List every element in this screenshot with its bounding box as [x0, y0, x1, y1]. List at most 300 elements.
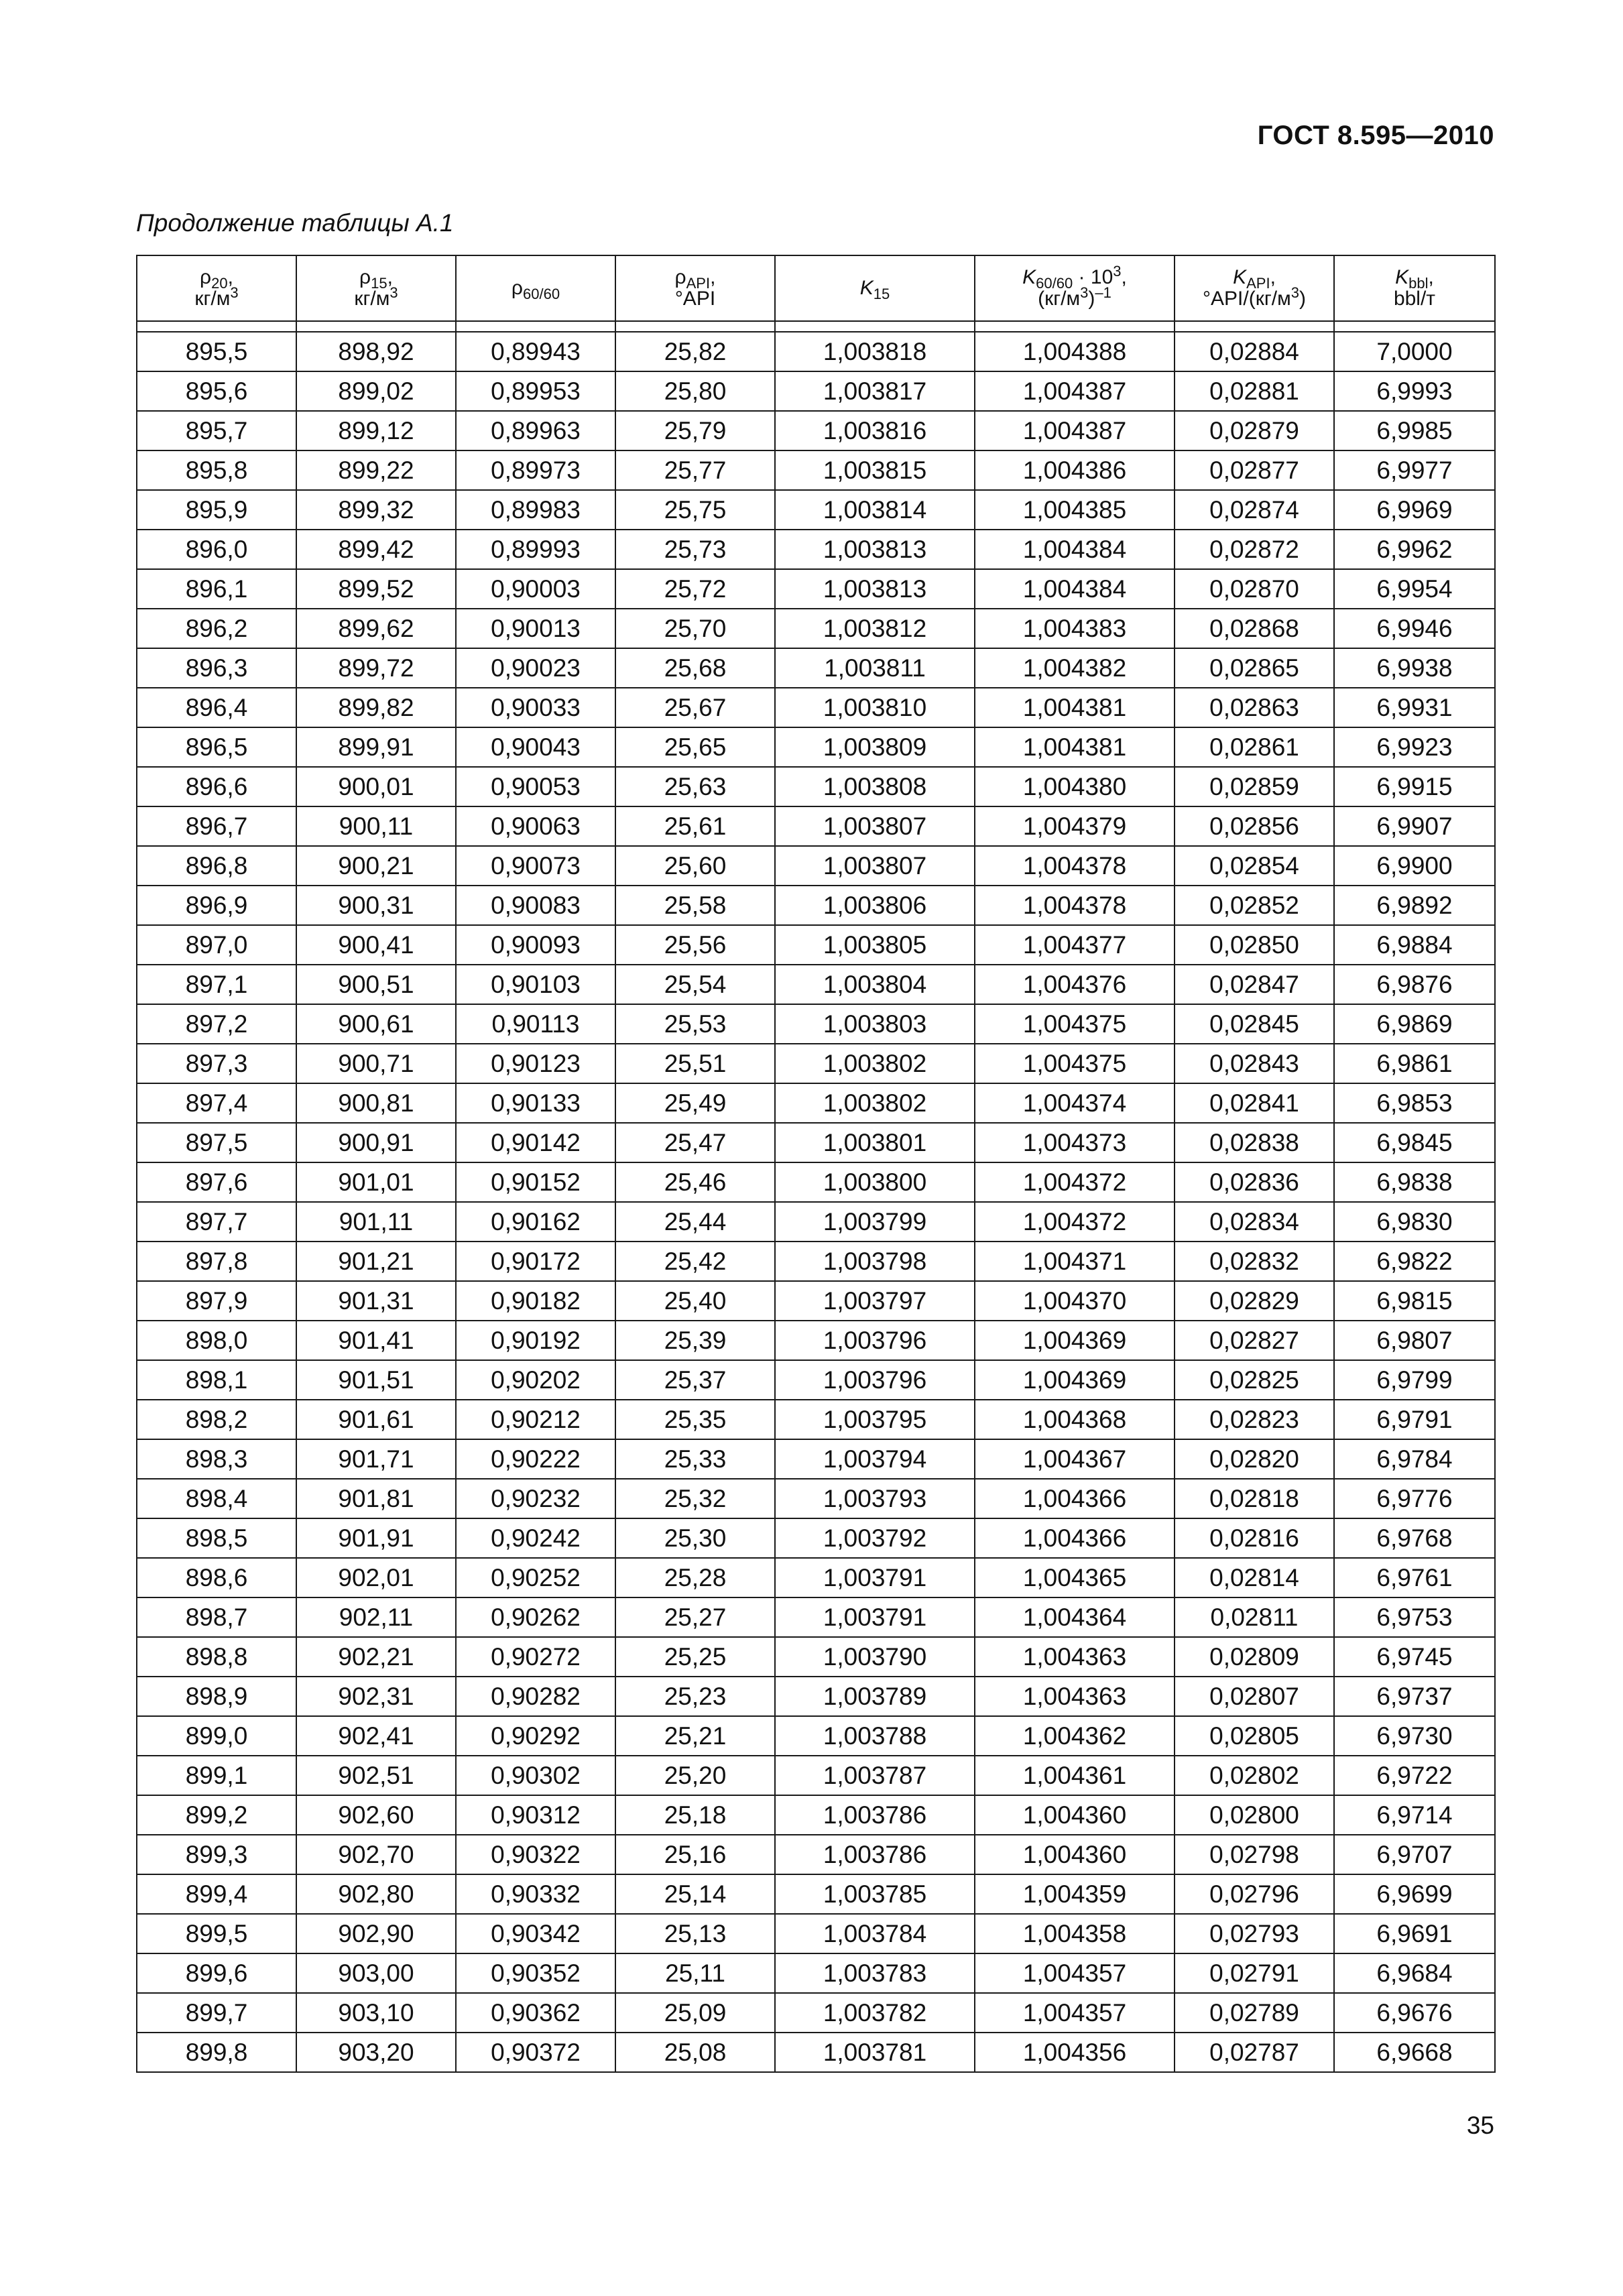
table-cell: 898,7 — [137, 1597, 296, 1637]
table-cell: 6,9938 — [1334, 648, 1495, 688]
table-cell: 1,004363 — [975, 1677, 1175, 1716]
table-cell: 1,003817 — [775, 371, 975, 411]
table-cell: 901,91 — [296, 1518, 456, 1558]
table-cell: 1,003800 — [775, 1162, 975, 1202]
table-cell: 0,02884 — [1175, 332, 1334, 371]
table-cell: 0,02791 — [1175, 1953, 1334, 1993]
table-cell: 1,004372 — [975, 1202, 1175, 1242]
table-cell: 0,02836 — [1175, 1162, 1334, 1202]
table-cell: 0,90182 — [456, 1281, 615, 1321]
table-cell: 6,9993 — [1334, 371, 1495, 411]
table-cell: 0,90103 — [456, 965, 615, 1004]
table-cell: 897,8 — [137, 1242, 296, 1281]
table-cell: 902,11 — [296, 1597, 456, 1637]
table-cell: 0,02852 — [1175, 886, 1334, 925]
table-cell: 6,9861 — [1334, 1044, 1495, 1083]
table-row — [137, 490, 1495, 530]
table-cell: 6,9907 — [1334, 806, 1495, 846]
table-cell: 1,004374 — [975, 1083, 1175, 1123]
table-cell: 899,2 — [137, 1795, 296, 1835]
table-cell: 25,27 — [615, 1597, 775, 1637]
table-cell: 1,003783 — [775, 1953, 975, 1993]
table-cell: 1,004377 — [975, 925, 1175, 965]
table-cell: 896,9 — [137, 886, 296, 925]
table-cell: 6,9745 — [1334, 1637, 1495, 1677]
table-cell: 901,01 — [296, 1162, 456, 1202]
table-cell: 1,003788 — [775, 1716, 975, 1756]
table-cell: 897,1 — [137, 965, 296, 1004]
table-cell: 0,02870 — [1175, 569, 1334, 609]
table-row — [137, 1281, 1495, 1321]
table-cell: 1,004384 — [975, 569, 1175, 609]
table-cell: 897,6 — [137, 1162, 296, 1202]
table-cell: 899,5 — [137, 1914, 296, 1953]
table-cell: 6,9768 — [1334, 1518, 1495, 1558]
table-cell: 0,02814 — [1175, 1558, 1334, 1597]
table-cell: 25,73 — [615, 530, 775, 569]
table-cell: 1,004370 — [975, 1281, 1175, 1321]
table-cell: 1,003813 — [775, 569, 975, 609]
table-cell: 899,3 — [137, 1835, 296, 1874]
table-cell: 1,004359 — [975, 1874, 1175, 1914]
table-row — [137, 688, 1495, 727]
table-cell: 25,75 — [615, 490, 775, 530]
table-cell: 897,7 — [137, 1202, 296, 1242]
table-cell: 1,004373 — [975, 1123, 1175, 1162]
table-cell: 1,004380 — [975, 767, 1175, 806]
table-row — [137, 1321, 1495, 1360]
table-cell: 896,0 — [137, 530, 296, 569]
table-cell: 0,02834 — [1175, 1202, 1334, 1242]
table-cell: 1,003803 — [775, 1004, 975, 1044]
table-row — [137, 648, 1495, 688]
table-cell: 25,72 — [615, 569, 775, 609]
table-cell: 1,003794 — [775, 1439, 975, 1479]
table-cell: 0,02850 — [1175, 925, 1334, 965]
table-cell: 1,003811 — [775, 648, 975, 688]
table-cell: 901,71 — [296, 1439, 456, 1479]
table-cell: 25,82 — [615, 332, 775, 371]
table-cell: 899,42 — [296, 530, 456, 569]
table-cell: 0,02796 — [1175, 1874, 1334, 1914]
table-cell: 1,004378 — [975, 886, 1175, 925]
table-cell: 896,1 — [137, 569, 296, 609]
table-row — [137, 569, 1495, 609]
header-k-bbl: $K_{bbl}$, bbl/т — [1334, 255, 1495, 321]
table-cell: 25,23 — [615, 1677, 775, 1716]
table-cell: 1,004387 — [975, 411, 1175, 450]
table-cell: 25,67 — [615, 688, 775, 727]
table-row — [137, 925, 1495, 965]
table-cell: 6,9676 — [1334, 1993, 1495, 2033]
table-cell: 1,004366 — [975, 1479, 1175, 1518]
table-cell: 0,02829 — [1175, 1281, 1334, 1321]
table-cell: 902,90 — [296, 1914, 456, 1953]
table-cell: 25,80 — [615, 371, 775, 411]
table-cell: 0,02823 — [1175, 1400, 1334, 1439]
table-cell: 901,51 — [296, 1360, 456, 1400]
table-cell: 901,11 — [296, 1202, 456, 1242]
table-cell: 0,02800 — [1175, 1795, 1334, 1835]
table-cell: 900,61 — [296, 1004, 456, 1044]
table-cell: 0,02825 — [1175, 1360, 1334, 1400]
table-row — [137, 609, 1495, 648]
table-row — [137, 727, 1495, 767]
table-row — [137, 332, 1495, 371]
table-cell: 899,8 — [137, 2033, 296, 2072]
table-cell: 0,02847 — [1175, 965, 1334, 1004]
table-cell: 6,9876 — [1334, 965, 1495, 1004]
table-cell: 7,0000 — [1334, 332, 1495, 371]
table-cell: 897,0 — [137, 925, 296, 965]
table-cell: 6,9799 — [1334, 1360, 1495, 1400]
table-cell: 0,90312 — [456, 1795, 615, 1835]
table-cell: 1,004366 — [975, 1518, 1175, 1558]
table-cell: 25,11 — [615, 1953, 775, 1993]
table-cell: 1,004382 — [975, 648, 1175, 688]
table-row — [137, 1874, 1495, 1914]
table-cell: 0,02816 — [1175, 1518, 1334, 1558]
table-caption: Продолжение таблицы А.1 — [136, 209, 454, 237]
table-row — [137, 1677, 1495, 1716]
table-cell: 1,003789 — [775, 1677, 975, 1716]
table-row — [137, 1953, 1495, 1993]
table-cell: 0,02854 — [1175, 846, 1334, 886]
table-row — [137, 1835, 1495, 1874]
table-cell: 0,90302 — [456, 1756, 615, 1795]
table-cell: 25,70 — [615, 609, 775, 648]
table-cell: 899,91 — [296, 727, 456, 767]
table-cell: 901,31 — [296, 1281, 456, 1321]
table-cell: 25,44 — [615, 1202, 775, 1242]
header-spacer-row — [137, 321, 1495, 332]
table-cell: 1,003802 — [775, 1044, 975, 1083]
table-row — [137, 1914, 1495, 1953]
table-cell: 0,90162 — [456, 1202, 615, 1242]
table-cell: 1,004369 — [975, 1360, 1175, 1400]
table-cell: 898,8 — [137, 1637, 296, 1677]
header-rho6060: $\rho_{60/60}$ — [456, 255, 615, 321]
table-cell: 899,22 — [296, 450, 456, 490]
table-cell: 0,90142 — [456, 1123, 615, 1162]
table-cell: 25,20 — [615, 1756, 775, 1795]
table-cell: 0,02872 — [1175, 530, 1334, 569]
table-cell: 0,89943 — [456, 332, 615, 371]
table-cell: 897,5 — [137, 1123, 296, 1162]
table-cell: 902,01 — [296, 1558, 456, 1597]
table-cell: 6,9722 — [1334, 1756, 1495, 1795]
table-cell: 898,0 — [137, 1321, 296, 1360]
table-cell: 6,9954 — [1334, 569, 1495, 609]
table-cell: 6,9815 — [1334, 1281, 1495, 1321]
table-cell: 902,70 — [296, 1835, 456, 1874]
table-cell: 1,003791 — [775, 1597, 975, 1637]
table-cell: 896,5 — [137, 727, 296, 767]
table-cell: 25,16 — [615, 1835, 775, 1874]
table-cell: 0,02861 — [1175, 727, 1334, 767]
table-cell: 0,90342 — [456, 1914, 615, 1953]
table-cell: 1,004357 — [975, 1993, 1175, 2033]
table-cell: 902,21 — [296, 1637, 456, 1677]
table-cell: 25,65 — [615, 727, 775, 767]
header-row — [137, 255, 1495, 321]
table-cell: 895,7 — [137, 411, 296, 450]
table-cell: 1,004361 — [975, 1756, 1175, 1795]
table-cell: 900,91 — [296, 1123, 456, 1162]
table-cell: 899,32 — [296, 490, 456, 530]
table-cell: 899,0 — [137, 1716, 296, 1756]
table-cell: 897,2 — [137, 1004, 296, 1044]
table-cell: 0,90063 — [456, 806, 615, 846]
document-number: ГОСТ 8.595—2010 — [1257, 121, 1494, 150]
table-row — [137, 1242, 1495, 1281]
table-cell: 25,58 — [615, 886, 775, 925]
table-row — [137, 1756, 1495, 1795]
table-cell: 6,9830 — [1334, 1202, 1495, 1242]
table-cell: 0,02820 — [1175, 1439, 1334, 1479]
table-row — [137, 1637, 1495, 1677]
table-cell: 899,62 — [296, 609, 456, 648]
table-cell: 1,003815 — [775, 450, 975, 490]
table-cell: 899,72 — [296, 648, 456, 688]
table-cell: 25,79 — [615, 411, 775, 450]
table-row — [137, 1360, 1495, 1400]
table-cell: 1,004386 — [975, 450, 1175, 490]
table-cell: 902,41 — [296, 1716, 456, 1756]
table-cell: 6,9699 — [1334, 1874, 1495, 1914]
table-cell: 6,9962 — [1334, 530, 1495, 569]
table-cell: 6,9753 — [1334, 1597, 1495, 1637]
table-cell: 1,003805 — [775, 925, 975, 965]
table-cell: 1,004363 — [975, 1637, 1175, 1677]
table-cell: 6,9946 — [1334, 609, 1495, 648]
table-cell: 0,02798 — [1175, 1835, 1334, 1874]
table-row — [137, 1993, 1495, 2033]
table-cell: 0,90083 — [456, 886, 615, 925]
table-cell: 1,003798 — [775, 1242, 975, 1281]
table-row — [137, 1004, 1495, 1044]
table-cell: 902,31 — [296, 1677, 456, 1716]
table-cell: 1,003812 — [775, 609, 975, 648]
table-cell: 0,90212 — [456, 1400, 615, 1439]
table-cell: 6,9668 — [1334, 2033, 1495, 2072]
table-cell: 6,9791 — [1334, 1400, 1495, 1439]
table-row — [137, 1439, 1495, 1479]
header-rho15: $\rho_{15}$, $кг/м^3$ — [296, 255, 456, 321]
table-cell: 0,02859 — [1175, 767, 1334, 806]
table-cell: 0,90123 — [456, 1044, 615, 1083]
table-cell: 895,5 — [137, 332, 296, 371]
table-cell: 900,31 — [296, 886, 456, 925]
table-cell: 0,02881 — [1175, 371, 1334, 411]
table-cell: 902,51 — [296, 1756, 456, 1795]
table-cell: 0,02845 — [1175, 1004, 1334, 1044]
table-cell: 1,004378 — [975, 846, 1175, 886]
table-cell: 899,7 — [137, 1993, 296, 2033]
table-cell: 898,9 — [137, 1677, 296, 1716]
table-cell: 0,02832 — [1175, 1242, 1334, 1281]
table-row — [137, 371, 1495, 411]
table-row — [137, 1479, 1495, 1518]
table-cell: 899,12 — [296, 411, 456, 450]
table-cell: 1,004371 — [975, 1242, 1175, 1281]
table-row — [137, 1795, 1495, 1835]
table-cell: 0,90372 — [456, 2033, 615, 2072]
table-cell: 6,9776 — [1334, 1479, 1495, 1518]
table-cell: 6,9822 — [1334, 1242, 1495, 1281]
table-cell: 0,90242 — [456, 1518, 615, 1558]
table-cell: 1,003802 — [775, 1083, 975, 1123]
table-cell: 25,39 — [615, 1321, 775, 1360]
table-cell: 900,01 — [296, 767, 456, 806]
table-cell: 25,68 — [615, 648, 775, 688]
table-cell: 1,003782 — [775, 1993, 975, 2033]
table-cell: 0,02843 — [1175, 1044, 1334, 1083]
table-cell: 1,003797 — [775, 1281, 975, 1321]
table-cell: 899,1 — [137, 1756, 296, 1795]
table-cell: 899,82 — [296, 688, 456, 727]
table-cell: 6,9884 — [1334, 925, 1495, 965]
table-cell: 25,13 — [615, 1914, 775, 1953]
table-body — [137, 332, 1495, 2072]
table-cell: 0,02838 — [1175, 1123, 1334, 1162]
table-cell: 899,02 — [296, 371, 456, 411]
table-cell: 25,61 — [615, 806, 775, 846]
table-cell: 897,3 — [137, 1044, 296, 1083]
table-cell: 0,02879 — [1175, 411, 1334, 450]
table-cell: 898,4 — [137, 1479, 296, 1518]
table-cell: 0,90332 — [456, 1874, 615, 1914]
table-cell: 0,90322 — [456, 1835, 615, 1874]
header-rho-api: $\rho_{API}$, °API — [615, 255, 775, 321]
table-cell: 0,90023 — [456, 648, 615, 688]
table-cell: 896,7 — [137, 806, 296, 846]
header-k6060: $K_{60/60} \cdot 10^3$, $(кг/м^3)^{-1}$ — [975, 255, 1175, 321]
table-cell: 1,003806 — [775, 886, 975, 925]
table-cell: 1,003785 — [775, 1874, 975, 1914]
table-cell: 0,90262 — [456, 1597, 615, 1637]
table-cell: 6,9931 — [1334, 688, 1495, 727]
table-cell: 6,9915 — [1334, 767, 1495, 806]
table-cell: 903,20 — [296, 2033, 456, 2072]
header-k-api: $K_{API}$, $^\circ API/(кг/м^3)$ — [1175, 255, 1334, 321]
table-cell: 1,004383 — [975, 609, 1175, 648]
table-cell: 0,02865 — [1175, 648, 1334, 688]
table-cell: 25,14 — [615, 1874, 775, 1914]
table-cell: 1,003796 — [775, 1360, 975, 1400]
table-cell: 0,02874 — [1175, 490, 1334, 530]
table-cell: 25,25 — [615, 1637, 775, 1677]
table-cell: 901,41 — [296, 1321, 456, 1360]
table-row — [137, 1044, 1495, 1083]
table-cell: 898,2 — [137, 1400, 296, 1439]
table-cell: 25,32 — [615, 1479, 775, 1518]
table-row — [137, 767, 1495, 806]
table-cell: 0,90003 — [456, 569, 615, 609]
table-cell: 1,003792 — [775, 1518, 975, 1558]
table-cell: 898,1 — [137, 1360, 296, 1400]
table-cell: 0,02793 — [1175, 1914, 1334, 1953]
table-cell: 6,9691 — [1334, 1914, 1495, 1953]
table-cell: 1,004372 — [975, 1162, 1175, 1202]
table-cell: 0,89993 — [456, 530, 615, 569]
table-cell: 6,9977 — [1334, 450, 1495, 490]
table-cell: 1,003810 — [775, 688, 975, 727]
table-cell: 0,02809 — [1175, 1637, 1334, 1677]
table-cell: 1,004362 — [975, 1716, 1175, 1756]
table-cell: 1,003809 — [775, 727, 975, 767]
table-row — [137, 530, 1495, 569]
table-cell: 0,02827 — [1175, 1321, 1334, 1360]
table-cell: 898,5 — [137, 1518, 296, 1558]
table-row — [137, 886, 1495, 925]
table-cell: 1,003793 — [775, 1479, 975, 1518]
table-cell: 900,71 — [296, 1044, 456, 1083]
table-cell: 902,60 — [296, 1795, 456, 1835]
table-cell: 903,00 — [296, 1953, 456, 1993]
table-cell: 25,28 — [615, 1558, 775, 1597]
table-cell: 0,90352 — [456, 1953, 615, 1993]
table-row — [137, 1202, 1495, 1242]
table-cell: 1,003787 — [775, 1756, 975, 1795]
data-table — [136, 255, 1496, 2073]
table-cell: 25,33 — [615, 1439, 775, 1479]
table-cell: 0,90073 — [456, 846, 615, 886]
table-cell: 6,9845 — [1334, 1123, 1495, 1162]
table-cell: 25,30 — [615, 1518, 775, 1558]
table-cell: 900,11 — [296, 806, 456, 846]
table-cell: 0,02856 — [1175, 806, 1334, 846]
table-cell: 1,004368 — [975, 1400, 1175, 1439]
table-cell: 0,02863 — [1175, 688, 1334, 727]
table-cell: 25,56 — [615, 925, 775, 965]
table-cell: 896,4 — [137, 688, 296, 727]
table-cell: 901,61 — [296, 1400, 456, 1439]
table-cell: 0,89963 — [456, 411, 615, 450]
table-cell: 25,54 — [615, 965, 775, 1004]
table-cell: 25,63 — [615, 767, 775, 806]
header-rho20: $\rho_{20}$, $кг/м^3$ — [137, 255, 296, 321]
table-cell: 1,004365 — [975, 1558, 1175, 1597]
table-cell: 0,02805 — [1175, 1716, 1334, 1756]
table-cell: 899,52 — [296, 569, 456, 609]
header-k15: $K_{15}$ — [775, 255, 975, 321]
table-cell: 0,90232 — [456, 1479, 615, 1518]
table-cell: 896,2 — [137, 609, 296, 648]
table-row — [137, 450, 1495, 490]
table-cell: 6,9737 — [1334, 1677, 1495, 1716]
table-cell: 1,004360 — [975, 1835, 1175, 1874]
table-row — [137, 1518, 1495, 1558]
table-cell: 897,9 — [137, 1281, 296, 1321]
table-cell: 1,004375 — [975, 1044, 1175, 1083]
table-cell: 1,004384 — [975, 530, 1175, 569]
table-cell: 25,09 — [615, 1993, 775, 2033]
table-cell: 1,004381 — [975, 727, 1175, 767]
table-cell: 902,80 — [296, 1874, 456, 1914]
table-row — [137, 1123, 1495, 1162]
table-row — [137, 2033, 1495, 2072]
table-cell: 0,02841 — [1175, 1083, 1334, 1123]
table-cell: 1,004388 — [975, 332, 1175, 371]
table-cell: 898,6 — [137, 1558, 296, 1597]
table-cell: 0,90013 — [456, 609, 615, 648]
table-cell: 0,90053 — [456, 767, 615, 806]
table-cell: 895,6 — [137, 371, 296, 411]
table-cell: 1,003786 — [775, 1795, 975, 1835]
table-cell: 1,004369 — [975, 1321, 1175, 1360]
table-cell: 0,90043 — [456, 727, 615, 767]
